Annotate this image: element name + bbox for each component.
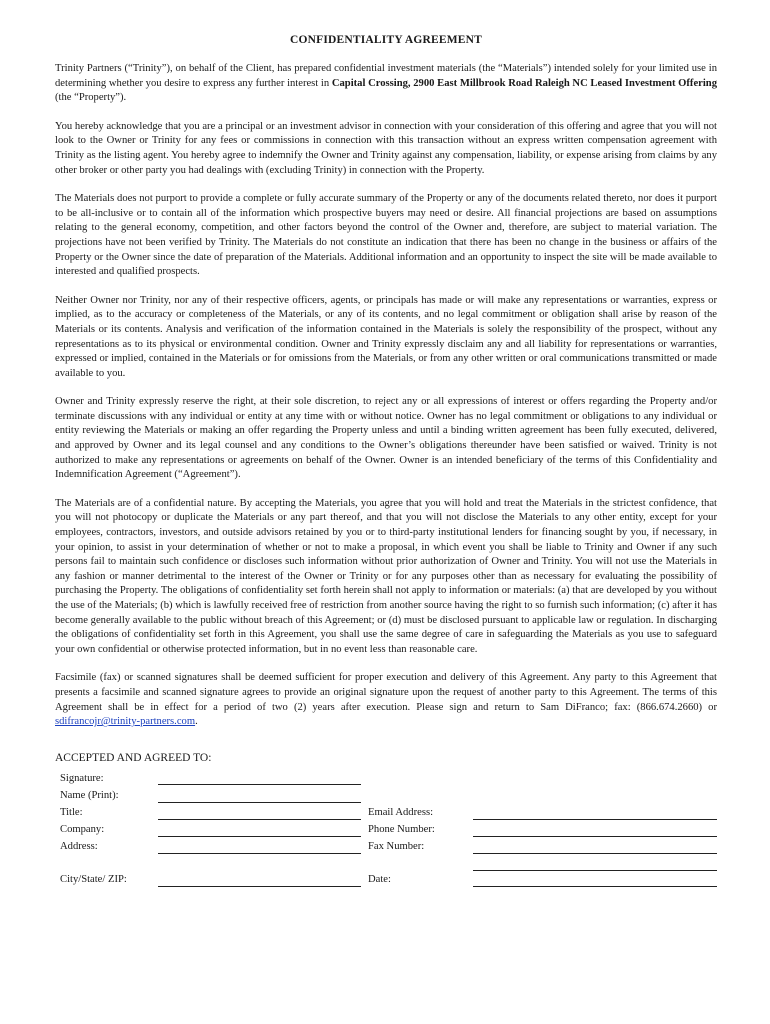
email-label: Email Address: — [368, 806, 434, 818]
date-line[interactable] — [473, 886, 717, 887]
intro-text-after: (the “Property”). — [55, 92, 127, 104]
extra-line[interactable] — [473, 870, 717, 871]
document-title: CONFIDENTIALITY AGREEMENT — [289, 34, 483, 46]
paragraph-materials-disclaimer: The Materials does not purport to provide a complete or fully accurate summary of the Property or any of the documents related thereto, nor does it purport to be all-inclusive or to contain all of the information which prospective buyers may need or desire. All financial projections are based on assumptions relating to the general economy, competition, and other factors beyond the control of the Owner and, therefore, are subject to material variation. The projections have not been verified by Trinity. The Materials do not constitute an indication that there has been no change in the business or affairs of the Property or the Owner since the date of preparation of the Materials. Additional information and an opportunity to inspect the site will be made available to interested and qualified prospects. — [55, 193, 717, 278]
paragraph-compensation: You hereby acknowledge that you are a principal or an investment advisor in connection with your consideration of this offering and agree that you will not look to the Owner or Trinity for any fees or commissions in connection with this transaction without an express written compensation agreement with Trinity as the listing agent. You hereby agree to indemnify the Owner and Trinity against any compensation, liability, or expense arising from claims by any other broker or other party you had dealings with (excluding Trinity) in connection with the Property. — [55, 120, 717, 176]
address-line[interactable] — [158, 853, 361, 854]
name-label: Name (Print): — [60, 789, 119, 801]
address-label: Address: — [60, 840, 98, 852]
intro-text-before: Trinity Partners (“Trinity”), on behalf of the Client, has prepared confidential investment materials (the “Materials”) intended solely for your limited use in determining whether you desire to express any further interest in — [55, 63, 717, 89]
closing-text-before: Facsimile (fax) or scanned signatures shall be deemed sufficient for proper execution and delivery of this Agreement. Any party to this Agreement that presents a facsimile and scanned signature agrees to provide an original signature upon the request of another party to this Agreement. The terms of this Agreement shall be in effect for a period of two (2) years after execution. Please sign and return to Sam DiFranco; fax: (866.674.2660) or — [55, 672, 717, 713]
agreement-page — [55, 34, 717, 902]
closing-text-after: . — [195, 716, 198, 728]
email-line[interactable] — [473, 819, 717, 820]
signature-label: Signature: — [60, 772, 104, 784]
signature-form — [55, 772, 717, 902]
company-label: Company: — [60, 823, 105, 835]
closing-paragraph — [55, 671, 717, 729]
title-label: Title: — [60, 806, 83, 818]
phone-label: Phone Number: — [368, 823, 435, 835]
phone-line[interactable] — [473, 836, 717, 837]
property-name: Capital Crossing, 2900 East Millbrook Road Raleigh NC Leased Investment Offering — [331, 77, 717, 89]
paragraph-confidentiality: The Materials are of a confidential nature. By accepting the Materials, you agree that you will hold and treat the Materials in the strictest confidence, that you will not photocopy or duplicate the Materials or any part thereof, and that you will not disclose the Materials to any other entity, except for your employees, contractors, investors, and outside advisors retained by you or to third-party institutional lenders for financing sought by you, if necessary, in your opinion, to assist in your determination of whether or not to make a proposal, in which event you shall be liable to Trinity and Owner if any such persons fail to maintain such confidence or discloses such information without prior authorization of Owner and Trinity. You will not use the Materials in any fashion or manner detrimental to the interest of the Owner or Trinity or for any purposes other than as necessary for evaluating the possibility of purchasing the Property. The obligations of confidentiality set forth herein shall not apply to information or materials: (a) that are developed by you without the use of the Materials; (b) which is lawfully received free of restriction from another source having the right to so furnish such information; (c) after it has become generally available to the public without breach of this Agreement; or (d) must be disclosed pursuant to applicable law or regulation. In discharging the obligations of confidentiality set forth in this Agreement, you shall use the same degree of care in safeguarding the Materials as you use to safeguard your own confidential or otherwise protected information, but in no event less than reasonable care. — [55, 497, 717, 655]
city-state-zip-label: City/State/ ZIP: — [60, 873, 127, 885]
paragraph-no-warranties: Neither Owner nor Trinity, nor any of their respective officers, agents, or principals has made or will make any representations or warranties, express or implied, as to the accuracy or completeness of the Materials, or any of its contents, and no legal commitment or obligation shall arise by reason of the Materials or its contents. Analysis and verification of the information contained in the Materials is solely the responsibility of the prospect, without any representations as to its physical or environmental condition. Owner and Trinity expressly disclaim any and all liability for representations or warranties, expressed or implied, contained in the Materials or for omissions from the Materials, or from any other written or oral communications transmitted or made available to you. — [55, 294, 717, 379]
signature-line[interactable] — [158, 784, 361, 785]
city-state-zip-line[interactable] — [158, 886, 361, 887]
name-line[interactable] — [158, 802, 361, 803]
contact-email-link[interactable]: sdifrancojr@trinity-partners.com — [55, 716, 196, 728]
company-line[interactable] — [158, 836, 361, 837]
fax-line[interactable] — [473, 853, 717, 854]
date-label: Date: — [368, 873, 391, 885]
accepted-heading: ACCEPTED AND AGREED TO: — [55, 751, 212, 764]
title-line[interactable] — [158, 819, 361, 820]
fax-label: Fax Number: — [368, 840, 425, 852]
intro-paragraph — [55, 62, 717, 106]
paragraph-reserve-rights: Owner and Trinity expressly reserve the right, at their sole discretion, to reject any or all expressions of interest or offers regarding the Property and/or terminate discussions with any individual or entity at any time with or without notice. Owner has no legal commitment or obligations to any individual or entity reviewing the Materials or making an offer regarding the Property unless and until a binding written agreement has been fully executed, delivered, and approved by Owner and its legal counsel and any conditions to the Owner’s obligations thereunder have been satisfied or waived. Trinity is not authorized to make any representations or agreements on behalf of the Owner. Owner is an intended beneficiary of the terms of this Confidentiality and Indemnification Agreement (“Agreement”). — [55, 396, 717, 481]
